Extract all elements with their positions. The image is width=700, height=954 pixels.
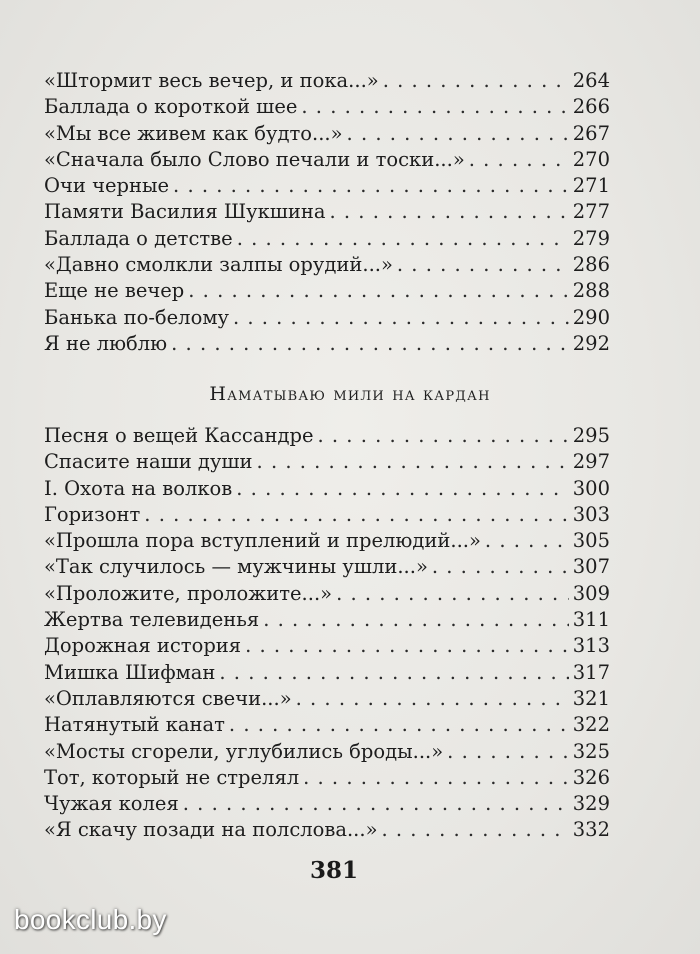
toc-leader-dots xyxy=(428,554,569,580)
toc-leader-dots xyxy=(481,528,569,554)
toc-leader-dots xyxy=(140,502,568,528)
toc-leader-dots xyxy=(326,199,569,225)
toc-entry-title: Спасите наши души xyxy=(44,450,253,474)
toc-entry-title: Песня о вещей Кассандре xyxy=(44,424,314,447)
toc-entry xyxy=(44,147,610,173)
toc-leader-dots xyxy=(443,739,569,765)
toc-entry-page: 307 xyxy=(572,555,610,579)
toc-entry xyxy=(44,607,610,633)
toc-entry-page: 329 xyxy=(572,792,610,816)
toc-entry-page: 322 xyxy=(572,713,610,737)
toc-entry xyxy=(44,502,610,528)
toc-list-part2 xyxy=(44,423,610,844)
toc-entry xyxy=(44,581,610,607)
toc-leader-dots xyxy=(233,226,569,252)
toc-entry-title: Мишка Шифман xyxy=(44,660,216,684)
toc-entry-page: 271 xyxy=(572,174,610,198)
toc-leader-dots xyxy=(314,423,569,449)
toc-leader-dots xyxy=(169,173,569,199)
toc-entry-page: 311 xyxy=(572,608,610,632)
toc-entry xyxy=(44,68,610,94)
toc-leader-dots xyxy=(379,68,569,94)
toc-entry-page: 305 xyxy=(572,529,610,553)
toc-entry-title: Баллада о детстве xyxy=(44,226,233,250)
toc-entry-page: 288 xyxy=(572,279,610,303)
toc-entry xyxy=(44,528,610,554)
toc-entry-title: Очи черные xyxy=(44,174,170,198)
toc-leader-dots xyxy=(184,278,568,304)
toc-entry xyxy=(44,226,610,252)
toc-entry xyxy=(44,712,610,738)
toc-entry xyxy=(44,94,610,120)
toc-entry xyxy=(44,252,610,278)
toc-entry-title: Я не люблю xyxy=(44,331,168,355)
toc-leader-dots xyxy=(393,252,569,278)
toc-entry-page: 290 xyxy=(572,305,610,329)
toc-entry-title: «Штормит весь вечер, и пока...» xyxy=(44,69,379,92)
toc-leader-dots xyxy=(232,476,568,502)
toc-entry-title: «Так случилось — мужчины ушли...» xyxy=(44,555,428,579)
toc-entry-title: «Я скачу позади на полслова...» xyxy=(44,818,378,842)
toc-entry xyxy=(44,331,610,357)
toc-leader-dots xyxy=(332,581,569,607)
toc-entry xyxy=(44,686,610,712)
toc-entry xyxy=(44,660,610,686)
toc-entry-page: 300 xyxy=(572,476,610,500)
toc-entry xyxy=(44,449,610,475)
toc-list-part1 xyxy=(44,68,610,357)
toc-leader-dots xyxy=(229,305,569,331)
toc-entry-title: Жертва телевиденья xyxy=(44,608,260,632)
toc-entry xyxy=(44,121,610,147)
toc-leader-dots xyxy=(179,791,569,817)
toc-leader-dots xyxy=(299,765,569,791)
toc-entry xyxy=(44,423,610,449)
toc-entry-title: «Оплавляются свечи...» xyxy=(44,686,292,710)
toc-entry xyxy=(44,791,610,817)
toc-entry-page: 321 xyxy=(572,686,610,710)
toc-leader-dots xyxy=(225,712,569,738)
toc-entry-page: 286 xyxy=(572,253,610,277)
toc-entry-title: Дорожная история xyxy=(44,634,242,658)
toc-entry-page: 264 xyxy=(572,69,610,92)
toc-entry-title: Тот, который не стрелял xyxy=(44,765,300,789)
toc-leader-dots xyxy=(215,660,568,686)
page-number: 381 xyxy=(309,857,358,884)
toc-entry-title: I. Охота на волков xyxy=(44,476,233,500)
toc-leader-dots xyxy=(259,607,569,633)
toc-entry-page: 325 xyxy=(572,739,610,763)
toc-entry-title: Банька по-белому xyxy=(44,305,229,329)
toc-entry-title: Памяти Василия Шукшина xyxy=(44,200,326,224)
toc-leader-dots xyxy=(253,449,569,475)
toc-entry-page: 267 xyxy=(572,121,610,145)
toc-entry-page: 317 xyxy=(572,660,610,684)
toc-entry-title: Еще не вечер xyxy=(44,279,185,303)
toc-entry-page: 297 xyxy=(572,450,610,474)
toc-leader-dots xyxy=(167,331,569,357)
toc-entry-title: «Проложите, проложите...» xyxy=(44,581,333,605)
toc-entry xyxy=(44,173,610,199)
toc-entry xyxy=(44,817,610,843)
toc-entry xyxy=(44,633,610,659)
toc-entry-page: 292 xyxy=(572,331,610,355)
toc-leader-dots xyxy=(297,94,568,120)
toc-entry-page: 277 xyxy=(572,200,610,224)
toc-entry-title: Чужая колея xyxy=(44,792,179,816)
toc-entry-page: 326 xyxy=(572,765,610,789)
toc-entry xyxy=(44,739,610,765)
toc-entry xyxy=(44,199,610,225)
toc-entry-page: 332 xyxy=(572,818,610,842)
watermark-text: bookclub.by xyxy=(14,904,167,935)
toc-entry xyxy=(44,305,610,331)
toc-entry-title: Натянутый канат xyxy=(44,713,225,737)
toc-entry-page: 279 xyxy=(572,226,610,250)
toc-entry-page: 303 xyxy=(572,502,610,526)
toc-entry-page: 295 xyxy=(572,424,610,447)
toc-entry-title: Горизонт xyxy=(44,502,141,526)
toc-entry-page: 309 xyxy=(572,581,610,605)
toc-entry-title: «Мосты сгорели, углубились броды...» xyxy=(44,739,444,763)
toc-entry-title: «Мы все живем как будто...» xyxy=(44,121,343,145)
toc-entry-page: 266 xyxy=(572,95,610,119)
toc-entry xyxy=(44,765,610,791)
toc-entry-title: Баллада о короткой шее xyxy=(44,95,298,119)
toc-leader-dots xyxy=(343,121,569,147)
toc-entry-page: 313 xyxy=(572,634,610,658)
section-heading: Наматываю мили на кардан xyxy=(209,383,491,405)
toc-entry xyxy=(44,554,610,580)
toc-leader-dots xyxy=(378,817,569,843)
toc-entry-title: «Прошла пора вступлений и прелюдий...» xyxy=(44,529,481,553)
toc-entry xyxy=(44,476,610,502)
toc-leader-dots xyxy=(465,147,569,173)
toc-entry-title: «Давно смолкли залпы орудий...» xyxy=(44,253,393,277)
toc-leader-dots xyxy=(241,633,569,659)
toc-entry-title: «Сначала было Слово печали и тоски...» xyxy=(44,147,465,171)
toc-leader-dots xyxy=(292,686,569,712)
toc-entry xyxy=(44,278,610,304)
toc-entry-page: 270 xyxy=(572,147,610,171)
